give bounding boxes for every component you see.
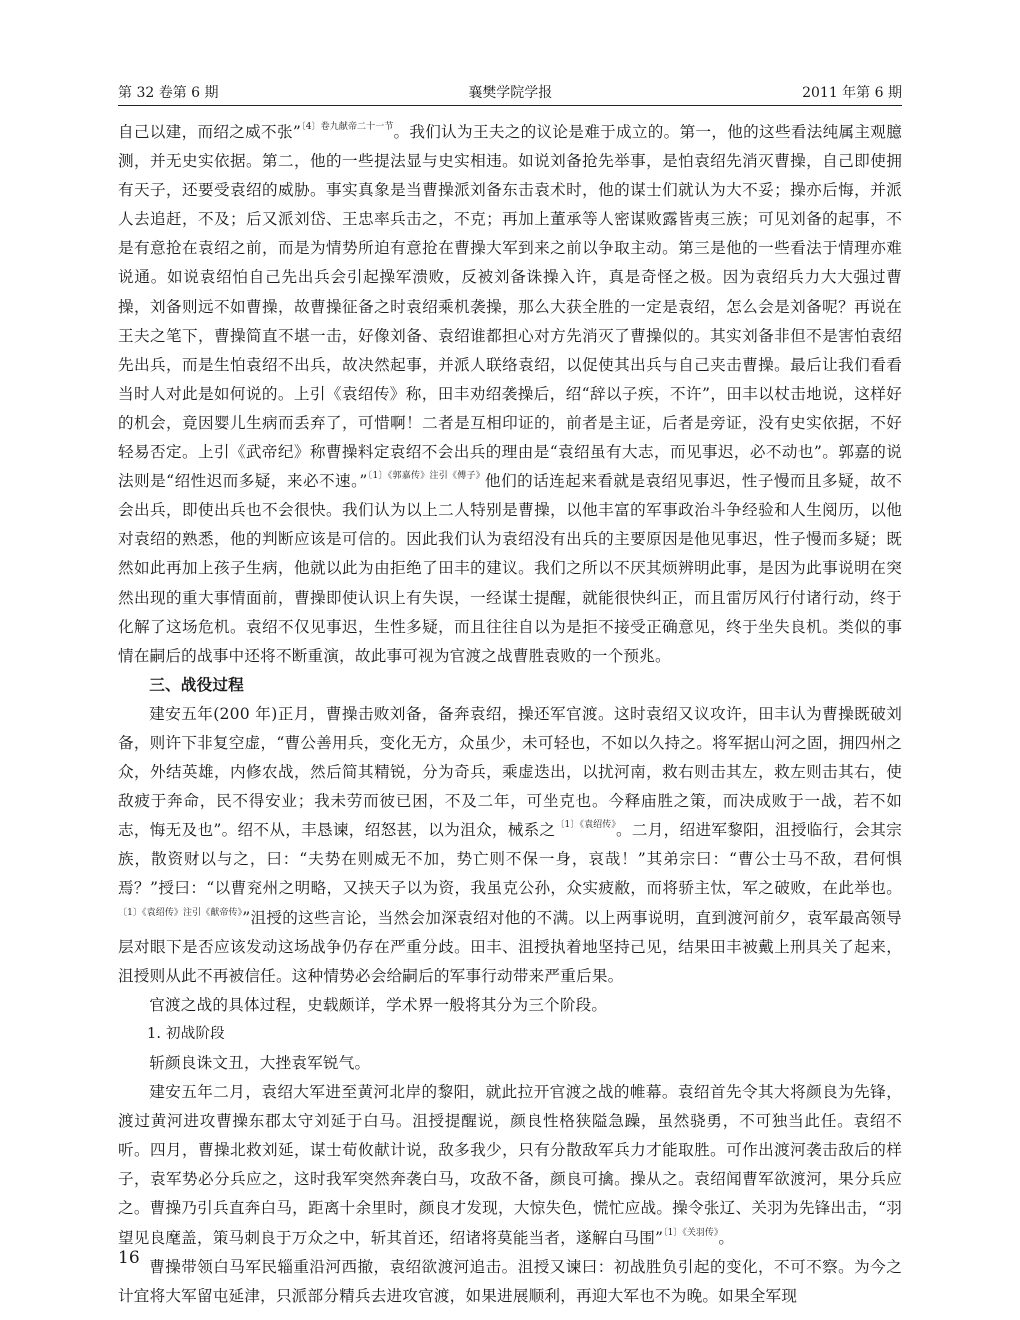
header-journal-title: 襄樊学院学报 <box>468 85 553 101</box>
article-body <box>118 118 902 1311</box>
paragraph-4: 斩颜良诛文丑，大挫袁军锐气。 <box>149 1054 371 1072</box>
text-run: ”沮授的这些言论，当然会加深袁绍对他的不满。以上两事说明，直到渡河前夕，袁军最高领导层对眼下是否应该发动这场战争仍存在严重分歧。田丰、沮授执着地坚持己见，结果田丰被戴上刑具关了起来，沮授则从此不再被信任。这种情势必会给嗣后的军事行动带来严重后果。 <box>118 908 902 985</box>
citation: 〔1〕《袁绍传》注引《献帝传》 <box>118 907 243 918</box>
paragraph-2 <box>118 700 902 991</box>
section-heading: 三、战役过程 <box>149 675 244 694</box>
text-run: 。 <box>718 1228 735 1247</box>
header-volume-issue: 第 32 卷第 6 期 <box>118 85 219 101</box>
citation: 〔4〕卷九献帝二十一节 <box>301 122 394 132</box>
header-year-issue: 2011 年第 6 期 <box>802 85 902 101</box>
text-run: 。二月，绍进军黎阳，沮授临行，会其宗族，散资财以与之，曰：“夫势在则威无不加，势亡则不保一身，哀哉！”其弟宗曰：“曹公士马不敌，君何惧焉？”授曰：“以曹兖州之明略，又挟天子以为资，我虽克公孙，众实疲敝，而将骄主忲，军之破败，在此举也。 <box>118 821 902 898</box>
paragraph-6: 曹操带领白马军民辎重沿河西撤，袁绍欲渡河追击。沮授又谏曰：初战胜负引起的变化，不可不察。为今之计宜将大军留屯延津，只派部分精兵去进攻官渡，如果进展顺利，再迎大军也不为晚。如果全军现 <box>118 1257 902 1305</box>
paragraph-5 <box>118 1078 902 1253</box>
text-run: 建安五年二月，袁绍大军进至黄河北岸的黎阳，就此拉开官渡之战的帷幕。袁绍首先令其大将颜良为先锋，渡过黄河进攻曹操东郡太守刘延于白马。沮授提醒说，颜良性格狭隘急躁，虽然骁勇，不可独当此任。袁绍不听。四月，曹操北救刘延，谋士荀攸献计说，敌多我少，只有分散敌军兵力才能取胜。可作出渡河袭击敌后的样子，袁军势必分兵应之，这时我军突然奔袭白马，攻敌不备，颜良可擒。操从之。袁绍闻曹军欲渡河，果分兵应之。曹操乃引兵直奔白马，距离十余里时，颜良才发现，大惊失色，慌忙应战。操令张辽、关羽为先锋出击，“羽望见良麾盖，策马刺良于万众之中，斩其首还，绍诸将莫能当者，遂解白马围” <box>118 1083 902 1247</box>
citation: 〔1〕《关羽传》 <box>663 1227 719 1238</box>
text-run: 他们的话连起来看就是袁绍见事迟，性子慢而且多疑，故不会出兵，即使出兵也不会很快。我们认为以上二人特别是曹操，以他丰富的军事政治斗争经验和人生阅历，以他对袁绍的熟悉，他的判断应该是可信的。因此我们认为袁绍没有出兵的主要原因是他见事迟，性子慢而多疑；既然如此再加上孩子生病，他就以此为由拒绝了田丰的建议。我们之所以不厌其烦辨明此事，是因为此事说明在突然出现的重大事情面前，曹操即使认识上有失误，一经谋士提醒，就能很快纠正，而且雷厉风行付诸行动，终于化解了这场危机。袁绍不仅见事迟，生性多疑，而且往往自以为是拒不接受正确意见，终于坐失良机。类似的事情在嗣后的战事中还将不断重演，故此事可视为官渡之战曹胜袁败的一个预兆。 <box>118 472 902 665</box>
running-header <box>118 76 902 106</box>
text-run: 自己以建，而绍之威不张” <box>118 123 302 141</box>
page-number: 16 <box>118 1248 140 1268</box>
text-run: 。我们认为王夫之的议论是难于成立的。第一，他的这些看法纯属主观臆测，并无史实依据。第二，他的一些提法显与史实相违。如说刘备抢先举事，是怕袁绍先消灭曹操，自己即使拥有天子，还要受袁绍的威胁。事实真象是当曹操派刘备东击袁术时，他的谋士们就认为大不妥；操亦后悔，并派人去追赶，不及；后又派刘岱、王忠率兵击之，不克；再加上董承等人密谋败露皆夷三族；可见刘备的起事，不是有意抢在袁绍之前，而是为情势所迫有意抢在曹操大军到来之前以争取主动。第三是他的一些看法于情理亦难说通。如说袁绍怕自己先出兵会引起操军溃败，反被刘备诛操入许，真是奇怪之极。因为袁绍兵力大大强过曹操，刘备则远不如曹操，故曹操征备之时袁绍乘机袭操，那么大获全胜的一定是袁绍，怎么会是刘备呢？再说在王夫之笔下，曹操简直不堪一击，好像刘备、袁绍谁都担心对方先消灭了曹操似的。其实刘备非但不是害怕袁绍先出兵，而是生怕袁绍不出兵，故决然起事，并派人联络袁绍，以促使其出兵与自己夹击曹操。最后让我们看看当时人对此是如何说的。上引《袁绍传》称，田丰劝绍袭操后，绍“辞以子疾，不许”，田丰以杖击地说，这样好的机会，竟因婴儿生病而丢弃了，可惜啊！二者是互相印证的，前者是主证，后者是旁证，没有史实依据，不好轻易否定。上引《武帝纪》称曹操料定袁绍不会出兵的理由是“袁绍虽有大志，而见事迟，必不动也”。郭嘉的说法则是“绍性迟而多疑，来必不速。” <box>118 123 902 491</box>
citation: 〔1〕《郭嘉传》注引《傅子》 <box>367 471 486 482</box>
subsection-heading: 1. 初战阶段 <box>147 1025 225 1042</box>
citation: 〔1〕《袁绍传》 <box>555 820 616 831</box>
paragraph-3: 官渡之战的具体过程，史载颇详，学术界一般将其分为三个阶段。 <box>149 995 608 1014</box>
text-run: 建安五年(200 年)正月，曹操击败刘备，备奔袁绍，操还军官渡。这时袁绍又议攻许，田丰认为曹操既破刘备，则许下非复空虚，“曹公善用兵，变化无方，众虽少，未可轻也，不如以久持之。将军据山河之固，拥四州之众，外结英雄，内修农战，然后简其精锐，分为奇兵，乘虚迭出，以扰河南，救右则击其左，救左则击其右，使敌疲于奔命，民不得安业；我未劳而彼已困，不及二年，可坐克也。今释庙胜之策，而决成败于一战，若不如志，悔无及也”。绍不从，丰恳谏，绍怒甚，以为沮众，械系之 <box>118 704 902 840</box>
paragraph-1 <box>118 118 902 671</box>
